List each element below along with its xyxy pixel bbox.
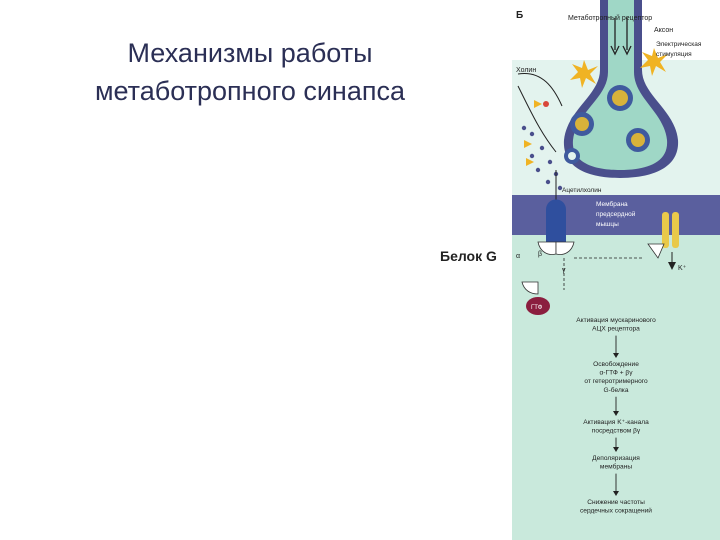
label-beta: β xyxy=(538,251,543,258)
label-choline: Холин xyxy=(516,67,537,74)
enzyme-dot xyxy=(543,101,549,107)
label-axon: Аксон xyxy=(654,27,674,34)
vesicle-fusing xyxy=(564,148,580,164)
flow-step-3 xyxy=(583,419,649,435)
flow-step-5-line-2: сердечных сокращений xyxy=(579,507,653,515)
flow-step-5-line-1: Снижение частоты xyxy=(587,499,645,506)
g-protein-label: Белок G xyxy=(440,248,497,264)
metabotropic-synapse-figure xyxy=(512,0,720,540)
flow-step-2-line-3: от гетеротримерного xyxy=(584,378,648,386)
label-electrical-stim-1: Электрическая xyxy=(656,41,702,48)
flow-step-3-line-2: посредством βγ xyxy=(591,427,641,435)
label-gtp: ГТФ xyxy=(531,305,543,311)
label-metabotropic-receptor: Метаботропный рецептор xyxy=(568,15,653,22)
slide-title-line-1: Механизмы работы xyxy=(127,38,373,68)
vesicle-2 xyxy=(570,112,594,136)
flow-step-1-line-2: АЦХ рецептора xyxy=(592,325,640,333)
muscarinic-receptor xyxy=(546,200,566,243)
flow-step-2-line-1: Освобождение xyxy=(593,361,639,368)
label-membrane-3: мышцы xyxy=(596,221,619,228)
flow-step-5 xyxy=(580,499,652,515)
slide-title xyxy=(40,34,460,110)
vesicle-3 xyxy=(626,128,650,152)
flow-step-3-line-1: Активация K⁺-канала xyxy=(583,419,649,426)
label-gamma: γ xyxy=(562,267,566,274)
label-membrane-1: Мембрана xyxy=(596,201,628,208)
vesicle-1 xyxy=(607,85,633,111)
slide-title-line-2: метаботропного синапса xyxy=(94,76,405,106)
label-alpha: α xyxy=(516,253,521,260)
panel-letter: Б xyxy=(516,10,524,21)
label-k-ion: K⁺ xyxy=(678,265,687,272)
flow-step-2-line-4: G-белка xyxy=(603,386,629,394)
flow-step-1-line-1: Активация мускаринового xyxy=(576,317,656,324)
label-electrical-stim-2: стимуляция xyxy=(656,51,692,58)
label-membrane-2: предсердной xyxy=(596,211,636,218)
label-acetylcholine: Ацетилхолин xyxy=(562,187,602,194)
flow-step-4-line-1: Деполяризация xyxy=(592,455,640,462)
flow-step-4-line-2: мембраны xyxy=(599,463,633,471)
flow-step-2-line-2: α-ГТФ + βγ xyxy=(599,369,633,377)
